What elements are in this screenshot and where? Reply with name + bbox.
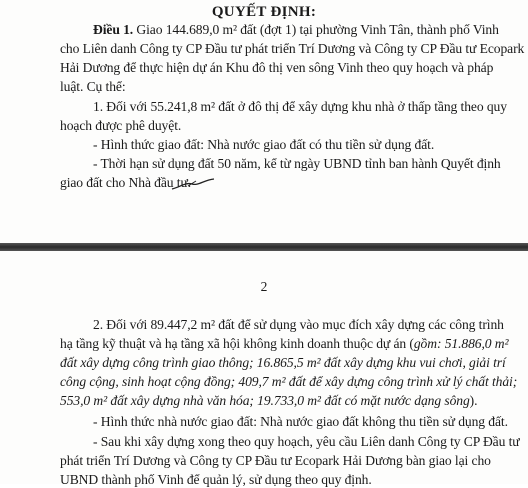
item-1-line-1: 1. Đối với 55.241,8 m² đất ở đô thị để xây dựng khu nhà ở thấp tầng theo quy <box>93 99 507 114</box>
item-2-handover-line-2: phát triển Trí Dương và Công ty CP Đầu tư Ecopark Hải Dương bàn giao lại cho <box>60 453 491 468</box>
page-number: 2 <box>260 279 268 294</box>
item-2-line-4: công cộng, sinh hoạt cộng đồng; 409,7 m² đất để xây dựng công trình xử lý chất thải; <box>60 374 518 389</box>
item-2-line-5: 553,0 m² đất xây dựng nhà văn hóa; 19.733,0 m² đất có mặt nước dạng sông). <box>60 393 478 408</box>
item-1-line-2: hoạch được phê duyệt. <box>60 118 182 133</box>
page-break-divider <box>0 243 528 251</box>
item-2-handover-line-1: - Sau khi xây dựng xong theo quy hoạch, yêu cầu Liên danh Công ty CP Đầu tư <box>93 434 520 449</box>
item-1-allocation-form: - Hình thức giao đất: Nhà nước giao đất có thu tiền sử dụng đất. <box>93 137 435 152</box>
item-2-line-3: đất xây dựng công trình giao thông; 16.865,5 m² đất xây dựng khu vui chơi, giải trí <box>60 355 506 370</box>
article-1-line-3: Hải Dương để thực hiện dự án Khu đô thị ven sông Vinh theo quy hoạch và pháp <box>60 60 494 75</box>
item-2-allocation-form: - Hình thức nhà nước giao đất: Nhà nước giao đất không thu tiền sử dụng đất. <box>93 414 508 429</box>
document-page-1 <box>0 0 528 243</box>
item-2-line-1: 2. Đối với 89.447,2 m² đất để sử dụng vào mục đích xây dựng các công trình <box>93 317 504 332</box>
pen-stroke-mark <box>170 176 216 192</box>
item-2-line-2: hạ tầng kỹ thuật và hạ tầng xã hội không kinh doanh thuộc dự án (gồm: 51.886,0 m² <box>60 336 509 351</box>
item-1-term-line-2: giao đất cho Nhà đầu tư. <box>60 175 192 190</box>
item-2-handover-line-3: UBND thành phố Vinh để quản lý, sử dụng theo quy định. <box>60 472 372 487</box>
document-page-2 <box>0 251 528 487</box>
article-1-label: Điều 1. <box>93 22 134 37</box>
decision-heading: QUYẾT ĐỊNH: <box>211 4 317 20</box>
item-1-term-line-1: - Thời hạn sử dụng đất 50 năm, kể từ ngày UBND tỉnh ban hành Quyết định <box>93 156 501 171</box>
article-1-line-4: luật. Cụ thể: <box>60 79 126 94</box>
article-1-line-1: Điều 1. Giao 144.689,0 m² đất (đợt 1) tại phường Vinh Tân, thành phố Vinh <box>93 22 499 37</box>
article-1-line-2: cho Liên danh Công ty CP Đầu tư phát triển Trí Dương và Công ty CP Đầu tư Ecopark <box>60 41 525 56</box>
